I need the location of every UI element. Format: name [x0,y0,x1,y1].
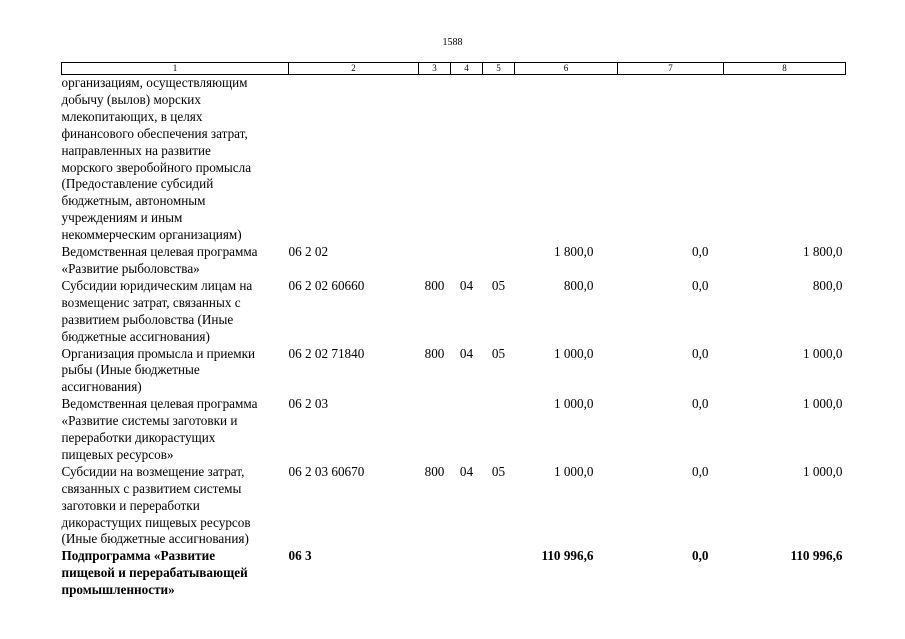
row-name-line: Субсидии на возмещение затрат, [61,463,245,479]
row-code: 06 2 02 71840 [288,345,365,361]
row-col4: 04 [459,277,474,293]
row-col7: 0,0 [692,548,709,564]
row-name-line: Подпрограмма «Развитие [61,548,216,564]
row-col4: 04 [459,463,474,479]
row-col5: 05 [491,345,506,361]
row-name-line: Субсидии юридическим лицам на [61,277,253,293]
row-name-line: некоммерческим организациям) [61,227,242,243]
row-col7: 0,0 [692,396,709,412]
row-name-line: Организация промысла и приемки [61,345,256,361]
row-col7: 0,0 [692,345,709,361]
column-header-6: 6 [515,63,618,75]
column-header-5: 5 [483,63,515,75]
row-name-line: пищевой и перерабатывающей [61,565,248,581]
row-col5 [483,396,515,464]
row-name-line: направленных на развитие [61,142,211,158]
row-col6 [515,75,618,245]
table-row [62,278,846,346]
page-number: 1588 [442,37,463,48]
row-col8 [724,75,846,245]
row-name [62,278,289,346]
row-col6: 1 000,0 [553,463,594,479]
column-header-8: 8 [724,63,846,75]
row-name-line: промышленности» [61,582,175,598]
row-col4 [451,548,483,599]
row-name-line: учреждениям и иным [61,210,183,226]
row-name-line: млекопитающих, в целях [61,108,203,124]
row-name [62,75,289,245]
row-col8: 110 996,6 [790,548,843,564]
table-row [62,244,846,278]
row-name-line: (Иные бюджетные ассигнования) [61,531,249,547]
row-code [289,75,419,245]
row-name-line: финансового обеспечения затрат, [61,125,248,141]
row-col4 [451,396,483,464]
row-name-line: развитием рыболовства (Иные [61,311,234,327]
row-col8: 1 800,0 [802,244,843,260]
row-code: 06 2 03 60670 [288,463,365,479]
row-col3 [419,548,451,599]
row-col7 [618,75,724,245]
row-col6: 1 800,0 [553,244,594,260]
row-name-line: ассигнования) [61,379,142,395]
row-col4: 04 [459,345,474,361]
row-name-line: «Развитие рыболовства» [61,260,200,276]
row-name-line: дикорастущих пищевых ресурсов [61,514,251,530]
table-header [62,63,846,75]
table-row [62,548,846,599]
column-header-1: 1 [62,63,289,75]
row-name [62,464,289,549]
row-code: 06 2 03 [288,396,329,412]
row-name-line: заготовки и переработки [61,497,200,513]
row-name-line: Ведомственная целевая программа [61,244,258,260]
table-row [62,464,846,549]
row-col5: 05 [491,463,506,479]
row-col3: 800 [424,345,445,361]
row-col3 [419,75,451,245]
row-name-line: Ведомственная целевая программа [61,396,258,412]
row-col7: 0,0 [692,463,709,479]
row-col3: 800 [424,463,445,479]
row-name-line: рыбы (Иные бюджетные [61,362,200,378]
row-name-line: возмещенис затрат, связанных с [61,294,241,310]
row-col5 [483,75,515,245]
row-name-line: морского зверобойного промысла [61,159,252,175]
row-col5 [483,548,515,599]
table-row [62,75,846,245]
row-name-line: (Предоставление субсидий [61,176,214,192]
budget-table [61,62,846,599]
row-col5 [483,244,515,278]
row-col8: 1 000,0 [802,345,843,361]
column-header-4: 4 [451,63,483,75]
row-col4 [451,75,483,245]
row-col5: 05 [491,277,506,293]
row-name-line: добычу (вылов) морских [61,91,201,107]
row-name-line: переработки дикорастущих [61,430,216,446]
row-code: 06 2 02 60660 [288,277,365,293]
row-col3 [419,244,451,278]
table-row [62,396,846,464]
row-code: 06 3 [288,548,312,564]
row-col6: 110 996,6 [541,548,594,564]
row-col8: 1 000,0 [802,396,843,412]
row-name-line: связанных с развитием системы [61,480,242,496]
row-code: 06 2 02 [288,244,329,260]
row-name [62,244,289,278]
column-header-3: 3 [419,63,451,75]
row-name-line: бюджетным, автономным [61,193,206,209]
row-col8: 800,0 [812,277,843,293]
row-col6: 1 000,0 [553,396,594,412]
row-col7: 0,0 [692,277,709,293]
row-col7: 0,0 [692,244,709,260]
row-col4 [451,244,483,278]
row-name-line: пищевых ресурсов» [61,446,174,462]
row-col3 [419,396,451,464]
row-col6: 800,0 [563,277,594,293]
row-name-line: бюджетные ассигнования) [61,328,210,344]
table-body [62,75,846,600]
row-col3: 800 [424,277,445,293]
row-name-line: организациям, осуществляющим [61,75,248,90]
column-header-2: 2 [289,63,419,75]
row-name-line: «Развитие системы заготовки и [61,413,238,429]
column-header-7: 7 [618,63,724,75]
row-name [62,548,289,599]
row-name [62,396,289,464]
row-col6: 1 000,0 [553,345,594,361]
table-row [62,346,846,397]
row-col8: 1 000,0 [802,463,843,479]
row-name [62,346,289,397]
